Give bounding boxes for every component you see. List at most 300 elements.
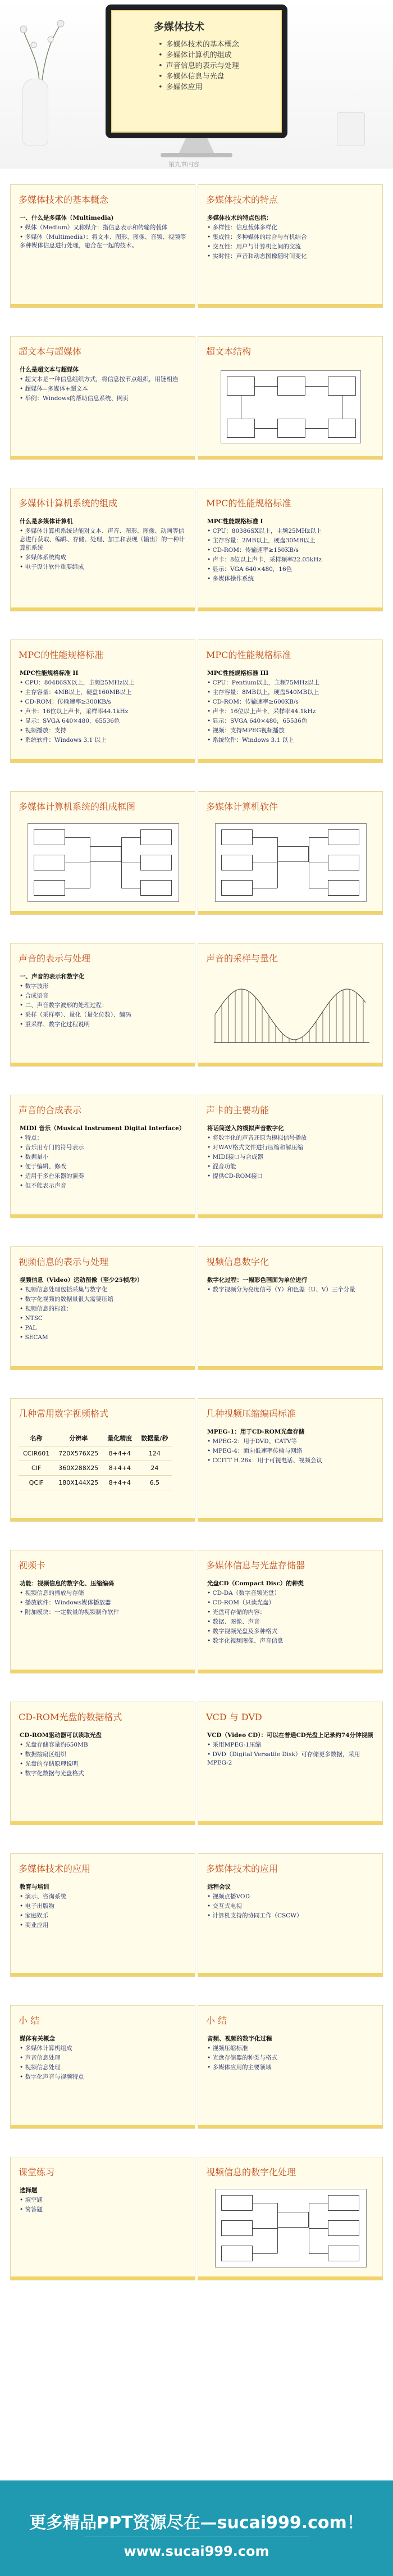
slide-card [10, 1853, 195, 1977]
cover [0, 0, 393, 169]
component-box [221, 2220, 253, 2236]
slide-bottom-stripe [11, 1821, 195, 1825]
block-diagram [28, 823, 179, 902]
slide-line: • 演示、咨询系统 [20, 1893, 67, 1900]
slide-card [10, 2157, 195, 2280]
slide-line: 远程会议 [207, 1884, 231, 1890]
block-diagram [215, 2189, 367, 2267]
slide-bottom-stripe [11, 911, 195, 914]
footer-banner [0, 2480, 393, 2576]
slide-line: • 举例：Windows的帮助信息系统、网页 [20, 395, 129, 402]
slide-line: • 混音功能 [207, 1163, 236, 1170]
slide-line: • 数字化视频的数据量很大需要压缩 [20, 1296, 114, 1303]
slide-title: 多媒体技术的基本概念 [19, 194, 109, 205]
slide-line: • MPEG-2：用于DVD、CATV等 [207, 1438, 298, 1445]
slide-line: • 主存容量：8MB以上，硬盘540MB以上 [207, 689, 319, 696]
slide-bottom-stripe [11, 759, 195, 763]
slide-line: MPEG-1：用于CD-ROM光盘存储 [207, 1428, 305, 1435]
slide-body [207, 669, 374, 746]
slide-line: • 数字视频光盘及多种格式 [207, 1628, 278, 1635]
component-box [277, 2212, 309, 2228]
component-box [328, 2195, 359, 2211]
slide-line: • 主存容量：4MB以上，硬盘160MB以上 [20, 689, 132, 696]
slide-line: • 实时性：声音和动态图像随时间变化 [207, 253, 307, 260]
slide-card [10, 2005, 195, 2129]
link-line [305, 386, 328, 387]
video-format-table [19, 1430, 172, 1490]
slide-card [198, 1095, 383, 1218]
slide-body [20, 669, 187, 746]
node-box [227, 377, 255, 396]
component-box [328, 855, 359, 870]
table-cell: 6.5 [136, 1476, 172, 1490]
slide-body [207, 1883, 374, 1921]
table-row [19, 1446, 172, 1461]
component-box [328, 2220, 359, 2236]
slide-title: 多媒体计算机系统的组成框图 [19, 801, 136, 812]
slide-body [207, 2035, 374, 2073]
component-box [140, 829, 172, 845]
slide-bottom-stripe [198, 1366, 382, 1369]
slide-line: 多媒体技术的特点包括： [207, 215, 272, 221]
slide-card [10, 1246, 195, 1370]
component-box [140, 855, 172, 870]
component-box [328, 829, 359, 845]
component-box [277, 846, 309, 862]
slide-card [198, 2157, 383, 2280]
slide-title: 多媒体计算机系统的组成 [19, 498, 118, 509]
flower-decoration-icon [17, 17, 84, 84]
slide-title: 视频信息的表示与处理 [19, 1257, 109, 1267]
slide-line: • DVD（Digital Versatile Disk）可存储更多数据，采用MPEG-2 [207, 1751, 360, 1766]
slide-line: • CPU：80386SX以上，主频25MHz以上 [207, 528, 322, 534]
slide-card [198, 336, 383, 460]
slide-card [198, 2005, 383, 2129]
connector-line [253, 2253, 277, 2254]
slide-line: 光盘CD（Compact Disc）的种类 [207, 1580, 304, 1587]
slide-body [20, 518, 187, 573]
hypertext-diagram [221, 370, 361, 443]
connector-line [309, 837, 328, 838]
slide-line: • 系统软件：Windows 3.1 以上 [20, 737, 107, 743]
slide-line: • 视频：支持MPEG视频播放 [207, 727, 285, 734]
slide-line: • 视频信息的播放与存储 [20, 1590, 84, 1597]
slide-card [10, 488, 195, 611]
sampling-waveform-icon [209, 975, 372, 1054]
slide-title: 多媒体技术的特点 [206, 194, 278, 205]
slide-line: • 视频信息的标准： [20, 1305, 72, 1312]
slide-bottom-stripe [11, 1973, 195, 1976]
slide-line: • 视频压缩标准 [207, 2045, 248, 2052]
table-header-cell: 分辨率 [54, 1430, 103, 1446]
component-box [221, 2195, 253, 2211]
node-box [277, 419, 305, 438]
slide-line: VCD（Video CD）：可以在普通CD光盘上记录约74分钟视频 [207, 1732, 373, 1739]
slide-line: • 交互性：用户与计算机之间的交流 [207, 243, 301, 250]
slide-line: 将话筒送入的模拟声音数字化 [207, 1125, 284, 1132]
component-box [34, 855, 65, 870]
slide-line: 数字化过程：一幅彩色画面为单位进行 [207, 1277, 308, 1284]
slide-bottom-stripe [11, 304, 195, 307]
connector-line [309, 2253, 328, 2254]
slide-title: 多媒体计算机软件 [206, 801, 278, 812]
monitor-stand [179, 138, 214, 154]
slide-line: MPC性能规格标准 III [207, 670, 269, 677]
slide-line: 视频信息（Video）运动图像（至少25帧/秒） [20, 1277, 143, 1284]
slide-line: • 数字波形 [20, 983, 49, 990]
slide-line: • MIDI接口与合成器 [207, 1154, 263, 1160]
component-box [34, 829, 65, 845]
slide-card [10, 1702, 195, 1825]
vase-decoration [22, 79, 48, 146]
slide-card [198, 1702, 383, 1825]
slide-line: • 二、声音数字波形的处理过程： [20, 1002, 108, 1009]
slide-line: • 声卡：8位以上声卡，采样频率22.05kHz [207, 556, 322, 563]
component-box [34, 880, 65, 896]
slide-bottom-stripe [11, 1518, 195, 1521]
slide-line: 媒体有关概念 [20, 2035, 55, 2042]
component-box [221, 829, 253, 845]
slide-line: • CD-ROM：传输速率≥150KB/s [207, 547, 299, 554]
table-cell: 360X288X25 [54, 1461, 103, 1476]
slide-title: 声音的合成表示 [19, 1105, 82, 1115]
node-box [328, 377, 356, 396]
slide-line: • 声卡：16位以上声卡，采样率44.1kHz [207, 708, 316, 715]
slide-line: • 声卡：16位以上声卡，采样率44.1kHz [20, 708, 129, 715]
slide-title: MPC的性能规格标准 [206, 650, 291, 660]
slide-card [198, 488, 383, 611]
slide-line: 音频、视频的数字化过程 [207, 2035, 272, 2042]
slide-title: MPC的性能规格标准 [19, 650, 104, 660]
table-cell: QCIF [19, 1476, 54, 1490]
slide-bottom-stripe [11, 1670, 195, 1673]
slide-line: 一、什么是多媒体（Multimedia) [20, 215, 114, 221]
slide-line: MPC性能规格标准 II [20, 670, 79, 677]
slide-line: • CD-DA（数字音频光盘） [207, 1590, 280, 1597]
node-box [328, 419, 356, 438]
component-box [90, 846, 121, 862]
component-box [221, 2246, 253, 2261]
slide-line: • 对WAV格式文件进行压缩和解压缩 [207, 1144, 303, 1151]
connector-line [253, 837, 277, 838]
slide-line: • 交互式电视 [207, 1903, 243, 1910]
slide-bottom-stripe [198, 304, 382, 307]
slide-line: • SECAM [20, 1334, 48, 1341]
slide-line: • CPU：Pentium以上，主频75MHz以上 [207, 679, 319, 686]
cover-subtitle: 第九章内容 [168, 161, 199, 168]
slide-card [198, 1853, 383, 1977]
connector-line [309, 2228, 328, 2229]
slide-bottom-stripe [198, 1973, 382, 1976]
slide-line: • 多样性：信息载体多样化 [207, 224, 278, 231]
slide-title: 小 结 [19, 2015, 40, 2026]
slide-body [207, 1731, 374, 1768]
pen-holder-decoration [337, 112, 365, 146]
slide-line: • 光盘存储器的种类与格式 [207, 2055, 278, 2061]
slide-card [198, 1550, 383, 1674]
slide-title: 超文本与超媒体 [19, 346, 82, 357]
slide-body [207, 1276, 374, 1295]
slide-line: • 但不能表示声音 [20, 1182, 67, 1189]
slide-bottom-stripe [11, 1214, 195, 1218]
connector-line [121, 837, 140, 838]
slide-line: • 显示：SVGA 640×480，65536色 [207, 718, 308, 724]
slide-bottom-stripe [198, 607, 382, 611]
slide-line: • 数字化视频图像、声音信息 [207, 1638, 284, 1644]
slide-bottom-stripe [11, 1063, 195, 1066]
slide-line: 功能：视频信息的数字化、压缩编码 [20, 1580, 114, 1587]
slide-bottom-stripe [198, 759, 382, 763]
slide-line: • 超媒体=多媒体+超文本 [20, 386, 88, 392]
slide-line: • 填空题 [20, 2197, 43, 2203]
slide-line: • PAL [20, 1325, 37, 1331]
cover-title: 多媒体技术 [154, 21, 204, 33]
slide-title: 多媒体技术的应用 [19, 1863, 91, 1874]
slide-title: 视频卡 [19, 1560, 46, 1571]
slide-card [198, 1246, 383, 1370]
table-header-row [19, 1430, 172, 1446]
cover-screen [111, 10, 282, 133]
slide-bottom-stripe [11, 2276, 195, 2280]
slide-line: 什么是多媒体计算机 [20, 518, 73, 525]
slide-body [20, 1276, 187, 1343]
slide-line: • 合成语音 [20, 992, 49, 999]
link-line [305, 428, 328, 429]
table-row [19, 1476, 172, 1490]
table-cell: 24 [136, 1461, 172, 1476]
slide-line: • 视频播放：支持 [20, 727, 67, 734]
slide-line: • 声音信息处理 [20, 2055, 61, 2061]
slide-line: • CCITT H.26x：用于可视电话、视频会议 [207, 1457, 323, 1464]
slide-line: 选择题 [20, 2187, 38, 2194]
slide-line: • CPU：80486SX以上，主频25MHz以上 [20, 679, 135, 686]
footer-url[interactable]: www.sucai999.com [124, 2543, 269, 2559]
table-cell: 124 [136, 1446, 172, 1461]
slide-line: • CD-ROM：传输速率≥300KB/s [20, 699, 111, 705]
slide-line: • 多媒体计算机组成 [20, 2045, 72, 2052]
slide-line: • MPEG-4：面向低速率传输与网络 [207, 1448, 303, 1454]
slide-body [207, 1124, 374, 1182]
slide-bottom-stripe [11, 607, 195, 611]
slide-body [20, 2187, 187, 2215]
table-row [19, 1461, 172, 1476]
component-box [221, 880, 253, 896]
slide-line: • 提供CD-ROM接口 [207, 1173, 263, 1180]
slide-card [10, 336, 195, 460]
slide-bottom-stripe [198, 911, 382, 914]
slide-card [198, 184, 383, 308]
slide-body [207, 1580, 374, 1647]
slide-bottom-stripe [198, 1214, 382, 1218]
slide-card [10, 791, 195, 915]
slide-bottom-stripe [198, 2276, 382, 2280]
slide-line: 一、声音的表示和数字化 [20, 973, 85, 980]
table-cell: 8+4+4 [103, 1461, 136, 1476]
slide-line: • 电子设计软件重要组成 [20, 564, 84, 570]
slide-line: • 视频信息处理包括采集与数字化 [20, 1286, 108, 1293]
slide-line: • 多媒体系统构成 [20, 554, 67, 561]
slide-line: • 多媒体应用的主要领域 [207, 2064, 272, 2071]
slide-bottom-stripe [11, 456, 195, 459]
slide-bottom-stripe [198, 1063, 382, 1066]
slide-line: • CD-ROM：传输速率≥600KB/s [207, 699, 299, 705]
slide-line: • 附加模块：一定数量的视频制作软件 [20, 1609, 120, 1616]
cover-item: • 多媒体信息与光盘 [158, 71, 268, 82]
connector-line [253, 2228, 277, 2229]
slide-title: MPC的性能规格标准 [206, 498, 291, 509]
slide-title: 多媒体技术的应用 [206, 1863, 278, 1874]
slide-line: • 电子出版物 [20, 1903, 55, 1910]
node-box [277, 377, 305, 396]
slide-body [207, 518, 374, 584]
slide-title: 视频信息数字化 [206, 1257, 269, 1267]
slide-line: MPC性能规格标准 I [207, 518, 263, 525]
slide-line: • 采样（采样率）、量化（量化位数）、编码 [20, 1012, 131, 1018]
component-box [140, 880, 172, 896]
slide-card [198, 640, 383, 763]
slide-card [10, 1398, 195, 1522]
slide-line: • NTSC [20, 1315, 43, 1322]
slide-body [20, 1580, 187, 1618]
connector-line [65, 837, 90, 838]
slide-title: 几种常用数字视频格式 [19, 1408, 109, 1419]
table-cell: CCIR601 [19, 1446, 54, 1461]
slide-title: 视频信息的数字化处理 [206, 2167, 296, 2178]
connector-line [121, 837, 122, 888]
slide-line: • 特点： [20, 1135, 43, 1141]
slide-line: • 系统软件：Windows 3.1 以上 [207, 737, 294, 743]
monitor-frame [106, 4, 287, 138]
node-box [227, 419, 255, 438]
slide-line: • 媒体（Medium）又称媒介：指信息表示和传输的载体 [20, 224, 168, 231]
component-box [328, 880, 359, 896]
cover-item: • 多媒体计算机的组成 [158, 50, 268, 61]
connector-line [277, 837, 278, 888]
connector-line [277, 2203, 278, 2253]
slide-card [10, 1095, 195, 1218]
slide-bottom-stripe [11, 1366, 195, 1369]
footer-promo-text[interactable]: 更多精品PPT资源尽在—sucai999.com！ [29, 2513, 364, 2533]
slide-line: • 光盘存储容量约650MB [20, 1741, 88, 1748]
slide-line: • 数据按扇区组织 [20, 1751, 67, 1758]
table-cell: 180X144X25 [54, 1476, 103, 1490]
slide-line: • 视频信息处理 [20, 2064, 61, 2071]
slide-body [207, 1428, 374, 1466]
slide-line: • 数据、图像、声音 [207, 1618, 260, 1625]
slide-line: • 光盘的存储原理说明 [20, 1761, 79, 1767]
monitor-base [161, 153, 232, 157]
slide-card [10, 943, 195, 1067]
table-cell: 8+4+4 [103, 1446, 136, 1461]
table-header-cell: 数据量/秒 [136, 1430, 172, 1446]
slide-title: 超文本结构 [206, 346, 252, 357]
slide-line: • 便于编辑、修改 [20, 1163, 67, 1170]
cover-item: • 多媒体技术的基本概念 [158, 39, 268, 50]
slide-body [20, 2035, 187, 2083]
table-cell: 8+4+4 [103, 1476, 136, 1490]
slide-line: CD-ROM驱动器可以读取光盘 [20, 1732, 102, 1739]
slide-body [20, 973, 187, 1030]
slide-bottom-stripe [11, 2125, 195, 2128]
table-header-cell: 名称 [19, 1430, 54, 1446]
table-header-cell: 量化精度 [103, 1430, 136, 1446]
slide-line: • 将数字化的声音还原为模拟信号播放 [207, 1135, 307, 1141]
slide-line: MIDI 音乐（Musical Instrument Digital Interface） [20, 1125, 185, 1132]
slide-title: 几种视频压缩编码标准 [206, 1408, 296, 1419]
slide-line: • 集成性：多种媒体的综合与有机结合 [207, 234, 307, 241]
slide-card [198, 1398, 383, 1522]
slide-line: • 多媒体计算机系统是能对文本、声音、图形、图像、动画等信息进行获取、编辑、存储、处理、加工和表现（输出）的一种计算机系统 [20, 528, 185, 551]
link-line [255, 428, 277, 429]
slide-line: • 家庭娱乐 [20, 1912, 49, 1919]
slide-line: • 数字化数据与光盘格式 [20, 1770, 84, 1777]
slide-line: • 多媒体（Multimedia）：将文本、图形、图像、音频、视频等多种媒体信息进行处理，融合在一起的技术。 [20, 234, 186, 249]
slide-body [20, 1731, 187, 1779]
slide-line: • 商业应用 [20, 1922, 49, 1929]
slide-title: 课堂练习 [19, 2167, 55, 2178]
slide-line: • 数据量小 [20, 1154, 49, 1160]
slide-bottom-stripe [198, 456, 382, 459]
slide-bottom-stripe [198, 1518, 382, 1521]
cover-item: • 多媒体应用 [158, 82, 268, 93]
cover-list [158, 39, 268, 93]
block-diagram [215, 823, 367, 902]
slide-line: • CD-ROM（只读光盘） [207, 1599, 275, 1606]
slide-body [20, 1124, 187, 1191]
slide-line: • 多媒体操作系统 [207, 575, 254, 582]
slide-line: 教育与培训 [20, 1884, 49, 1890]
slide-line: • 光盘可存储的内容： [207, 1609, 266, 1616]
slide-body [207, 214, 374, 262]
slide-line: • 显示：SVGA 640×480，65536色 [20, 718, 120, 724]
slide-line: • 适用于多台乐器的演奏 [20, 1173, 84, 1180]
slide-card [10, 184, 195, 308]
slide-card [10, 640, 195, 763]
cover-item: • 声音信息的表示与处理 [158, 61, 268, 71]
slide-title: VCD 与 DVD [206, 1712, 262, 1722]
component-box [221, 855, 253, 870]
slide-line: • 计算机支持的协同工作（CSCW） [207, 1912, 303, 1919]
table-cell: 720X576X25 [54, 1446, 103, 1461]
table-cell: CIF [19, 1461, 54, 1476]
slide-title: 声卡的主要功能 [206, 1105, 269, 1115]
slide-line: • 数字视频分为亮度信号（Y）和色差（U、V）三个分量 [207, 1286, 355, 1293]
slide-title: 声音的表示与处理 [19, 953, 91, 964]
slide-line: • 简答题 [20, 2206, 43, 2213]
slide-title: 多媒体信息与光盘存储器 [206, 1560, 305, 1571]
slide-title: CD-ROM光盘的数据格式 [19, 1712, 122, 1722]
link-line [255, 386, 277, 387]
slide-line: • 显示：VGA 640×480，16色 [207, 566, 293, 573]
slide-card [198, 943, 383, 1067]
slide-bottom-stripe [198, 1821, 382, 1825]
slide-title: 声音的采样与量化 [206, 953, 278, 964]
slide-card [198, 791, 383, 915]
slide-line: • 超文本是一种信息组织方式，将信息按节点组织，用链相连 [20, 376, 179, 383]
slide-line: • 采用MPEG-1压缩 [207, 1741, 261, 1748]
slide-line: 什么是超文本与超媒体 [20, 366, 79, 373]
slide-line: • 重采样、数字化过程说明 [20, 1021, 90, 1028]
slide-bottom-stripe [198, 2125, 382, 2128]
slide-body [20, 366, 187, 404]
component-box [328, 2246, 359, 2261]
slide-title: 小 结 [206, 2015, 227, 2026]
slide-line: • 视频点播VOD [207, 1893, 250, 1900]
slide-line: • 数字化声音与视频特点 [20, 2074, 84, 2080]
slide-line: • 音乐用专门的符号表示 [20, 1144, 84, 1151]
slide-line: • 播放软件：Windows媒体播放器 [20, 1599, 111, 1606]
slide-body [20, 1883, 187, 1931]
